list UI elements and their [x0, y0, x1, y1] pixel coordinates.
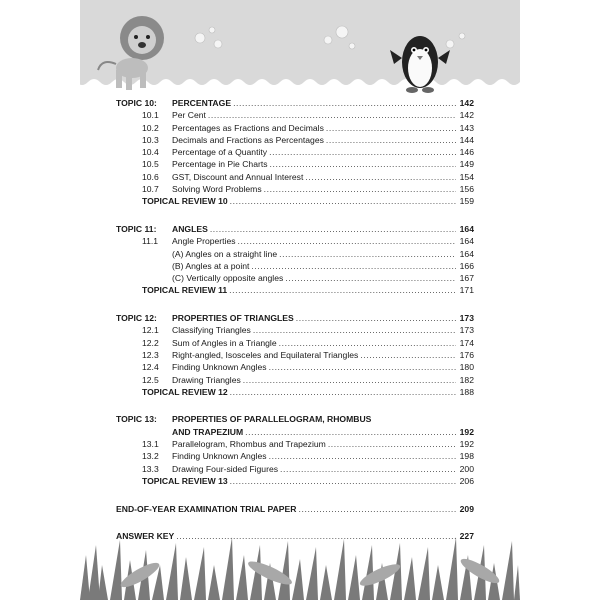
review-title: TOPICAL REVIEW 11 — [142, 285, 228, 296]
section-title: Angle Properties — [172, 236, 236, 247]
section-number: 10.4 — [142, 147, 159, 158]
section-number: 13.1 — [142, 439, 159, 450]
leader-dots — [208, 109, 456, 121]
leader-dots — [210, 223, 456, 235]
page-number: 142 — [459, 110, 474, 121]
leader-dots — [360, 349, 456, 361]
toc-entry[interactable] — [116, 134, 474, 146]
spacer — [116, 297, 474, 309]
section-number: 10.3 — [142, 134, 159, 145]
leader-dots — [279, 248, 456, 260]
toc-entry[interactable] — [116, 158, 474, 170]
subsection-title: (B) Angles at a point — [172, 260, 250, 271]
section-number: 10.1 — [142, 110, 159, 121]
page-number: 198 — [459, 451, 474, 462]
toc-trial-paper[interactable] — [116, 503, 474, 515]
trial-paper-title: END-OF-YEAR EXAMINATION TRIAL PAPER — [116, 503, 297, 514]
section-title: Solving Word Problems — [172, 184, 262, 195]
leader-dots — [270, 158, 456, 170]
review-title: TOPICAL REVIEW 13 — [142, 475, 228, 486]
leader-dots — [230, 475, 456, 487]
topic-title: PROPERTIES OF TRIANGLES — [172, 313, 294, 324]
topic-number: TOPIC 11: — [116, 223, 157, 234]
leader-dots — [253, 324, 456, 336]
header-banner — [80, 0, 520, 100]
toc-topical-review-12[interactable] — [116, 386, 474, 398]
toc-topic-13-cont[interactable] — [116, 426, 474, 438]
review-title: TOPICAL REVIEW 10 — [142, 196, 228, 207]
leader-dots — [230, 386, 456, 398]
section-title: Finding Unknown Angles — [172, 451, 267, 462]
section-title: Drawing Four-sided Figures — [172, 463, 279, 474]
topic-number: TOPIC 12: — [116, 313, 157, 324]
leader-dots — [269, 146, 456, 158]
toc-entry[interactable] — [116, 374, 474, 386]
section-title: GST, Discount and Annual Interest — [172, 171, 304, 182]
toc-entry[interactable] — [116, 361, 474, 373]
leader-dots — [296, 312, 456, 324]
section-number: 10.6 — [142, 171, 159, 182]
toc-topical-review-11[interactable] — [116, 284, 474, 296]
page-number: 154 — [459, 171, 474, 182]
toc-entry[interactable] — [116, 349, 474, 361]
toc-entry[interactable] — [116, 146, 474, 158]
leader-dots — [251, 260, 456, 272]
spacer — [116, 487, 474, 499]
toc-entry[interactable] — [116, 450, 474, 462]
section-number: 13.3 — [142, 463, 159, 474]
page-number: 174 — [459, 337, 474, 348]
toc-topic-13[interactable] — [116, 413, 474, 425]
leader-dots — [238, 235, 456, 247]
page-number: 167 — [459, 273, 474, 284]
toc-entry[interactable] — [116, 463, 474, 475]
section-number: 13.2 — [142, 451, 159, 462]
subsection-title: (C) Vertically opposite angles — [172, 273, 284, 284]
topic-number: TOPIC 10: — [116, 98, 157, 108]
toc-subentry[interactable] — [116, 260, 474, 272]
toc-subentry[interactable] — [116, 272, 474, 284]
section-number: 12.4 — [142, 362, 159, 373]
section-number: 10.5 — [142, 159, 159, 170]
topic-title: ANGLES — [172, 223, 208, 234]
section-number: 12.3 — [142, 349, 159, 360]
topic-title-line1: PROPERTIES OF PARALLELOGRAM, RHOMBUS — [172, 414, 372, 425]
page-number: 200 — [459, 463, 474, 474]
section-number: 12.1 — [142, 325, 159, 336]
section-title: Finding Unknown Angles — [172, 362, 267, 373]
answer-key-title: ANSWER KEY — [116, 531, 175, 542]
page-number: 176 — [459, 349, 474, 360]
leader-dots — [279, 337, 456, 349]
spacer — [116, 208, 474, 220]
leader-dots — [280, 463, 456, 475]
section-title: Right-angled, Isosceles and Equilateral Triangles — [172, 349, 359, 360]
leader-dots — [243, 374, 456, 386]
leader-dots — [285, 272, 456, 284]
topic-number: TOPIC 13: — [116, 414, 157, 425]
section-title: Percentage of a Quantity — [172, 147, 268, 158]
section-number: 10.7 — [142, 184, 159, 195]
section-title: Parallelogram, Rhombus and Trapezium — [172, 439, 326, 450]
leader-dots — [264, 183, 456, 195]
page-number: 166 — [459, 260, 474, 271]
leader-dots — [245, 426, 456, 438]
section-title: Decimals and Fractions as Percentages — [172, 134, 324, 145]
toc-entry[interactable] — [116, 183, 474, 195]
section-title: Per Cent — [172, 110, 206, 121]
toc-entry[interactable] — [116, 171, 474, 183]
page-number: 144 — [459, 134, 474, 145]
section-number: 10.2 — [142, 122, 159, 133]
toc-entry[interactable] — [116, 337, 474, 349]
leader-dots — [269, 450, 456, 462]
page-number: 164 — [459, 248, 474, 259]
page-number: 209 — [459, 503, 474, 514]
leader-dots — [298, 503, 456, 515]
leader-dots — [229, 284, 456, 296]
page-number: 142 — [459, 98, 474, 108]
toc-entry[interactable] — [116, 122, 474, 134]
toc-subentry[interactable] — [116, 248, 474, 260]
topic-title-line2: AND TRAPEZIUM — [172, 426, 244, 437]
page-number: 227 — [459, 531, 474, 542]
table-of-contents — [116, 97, 474, 542]
page-number: 171 — [459, 285, 474, 296]
page-number: 188 — [459, 386, 474, 397]
section-number: 12.5 — [142, 374, 159, 385]
leader-dots — [233, 97, 456, 109]
section-title: Percentages as Fractions and Decimals — [172, 122, 324, 133]
section-title: Percentage in Pie Charts — [172, 159, 268, 170]
section-number: 11.1 — [142, 236, 159, 247]
toc-topic-11[interactable] — [116, 223, 474, 235]
toc-entry[interactable] — [116, 235, 474, 247]
page-number: 182 — [459, 374, 474, 385]
footer-grass — [80, 525, 520, 600]
page-number: 180 — [459, 362, 474, 373]
page-number: 164 — [459, 223, 474, 234]
toc-topic-10[interactable] — [116, 97, 474, 109]
topic-title: PERCENTAGE — [172, 98, 232, 108]
toc-entry[interactable] — [116, 109, 474, 121]
toc-entry[interactable] — [116, 324, 474, 336]
section-number: 12.2 — [142, 337, 159, 348]
page-number: 159 — [459, 196, 474, 207]
toc-topical-review-10[interactable] — [116, 195, 474, 207]
section-title: Sum of Angles in a Triangle — [172, 337, 277, 348]
page-number: 173 — [459, 325, 474, 336]
page-number: 146 — [459, 147, 474, 158]
section-title: Classifying Triangles — [172, 325, 251, 336]
toc-topical-review-13[interactable] — [116, 475, 474, 487]
leader-dots — [328, 438, 456, 450]
leader-dots — [326, 134, 456, 146]
page-number: 164 — [459, 236, 474, 247]
page-number: 206 — [459, 475, 474, 486]
spacer — [116, 398, 474, 410]
toc-topic-12[interactable] — [116, 312, 474, 324]
page-number: 173 — [459, 313, 474, 324]
page-number: 156 — [459, 184, 474, 195]
subsection-title: (A) Angles on a straight line — [172, 248, 278, 259]
toc-entry[interactable] — [116, 438, 474, 450]
leader-dots — [326, 122, 456, 134]
leader-dots — [269, 361, 456, 373]
leader-dots — [230, 195, 456, 207]
page-number: 149 — [459, 159, 474, 170]
section-title: Drawing Triangles — [172, 374, 241, 385]
page-number: 143 — [459, 122, 474, 133]
review-title: TOPICAL REVIEW 12 — [142, 386, 228, 397]
page-number: 192 — [459, 439, 474, 450]
page-number: 192 — [459, 426, 474, 437]
leader-dots — [305, 171, 456, 183]
